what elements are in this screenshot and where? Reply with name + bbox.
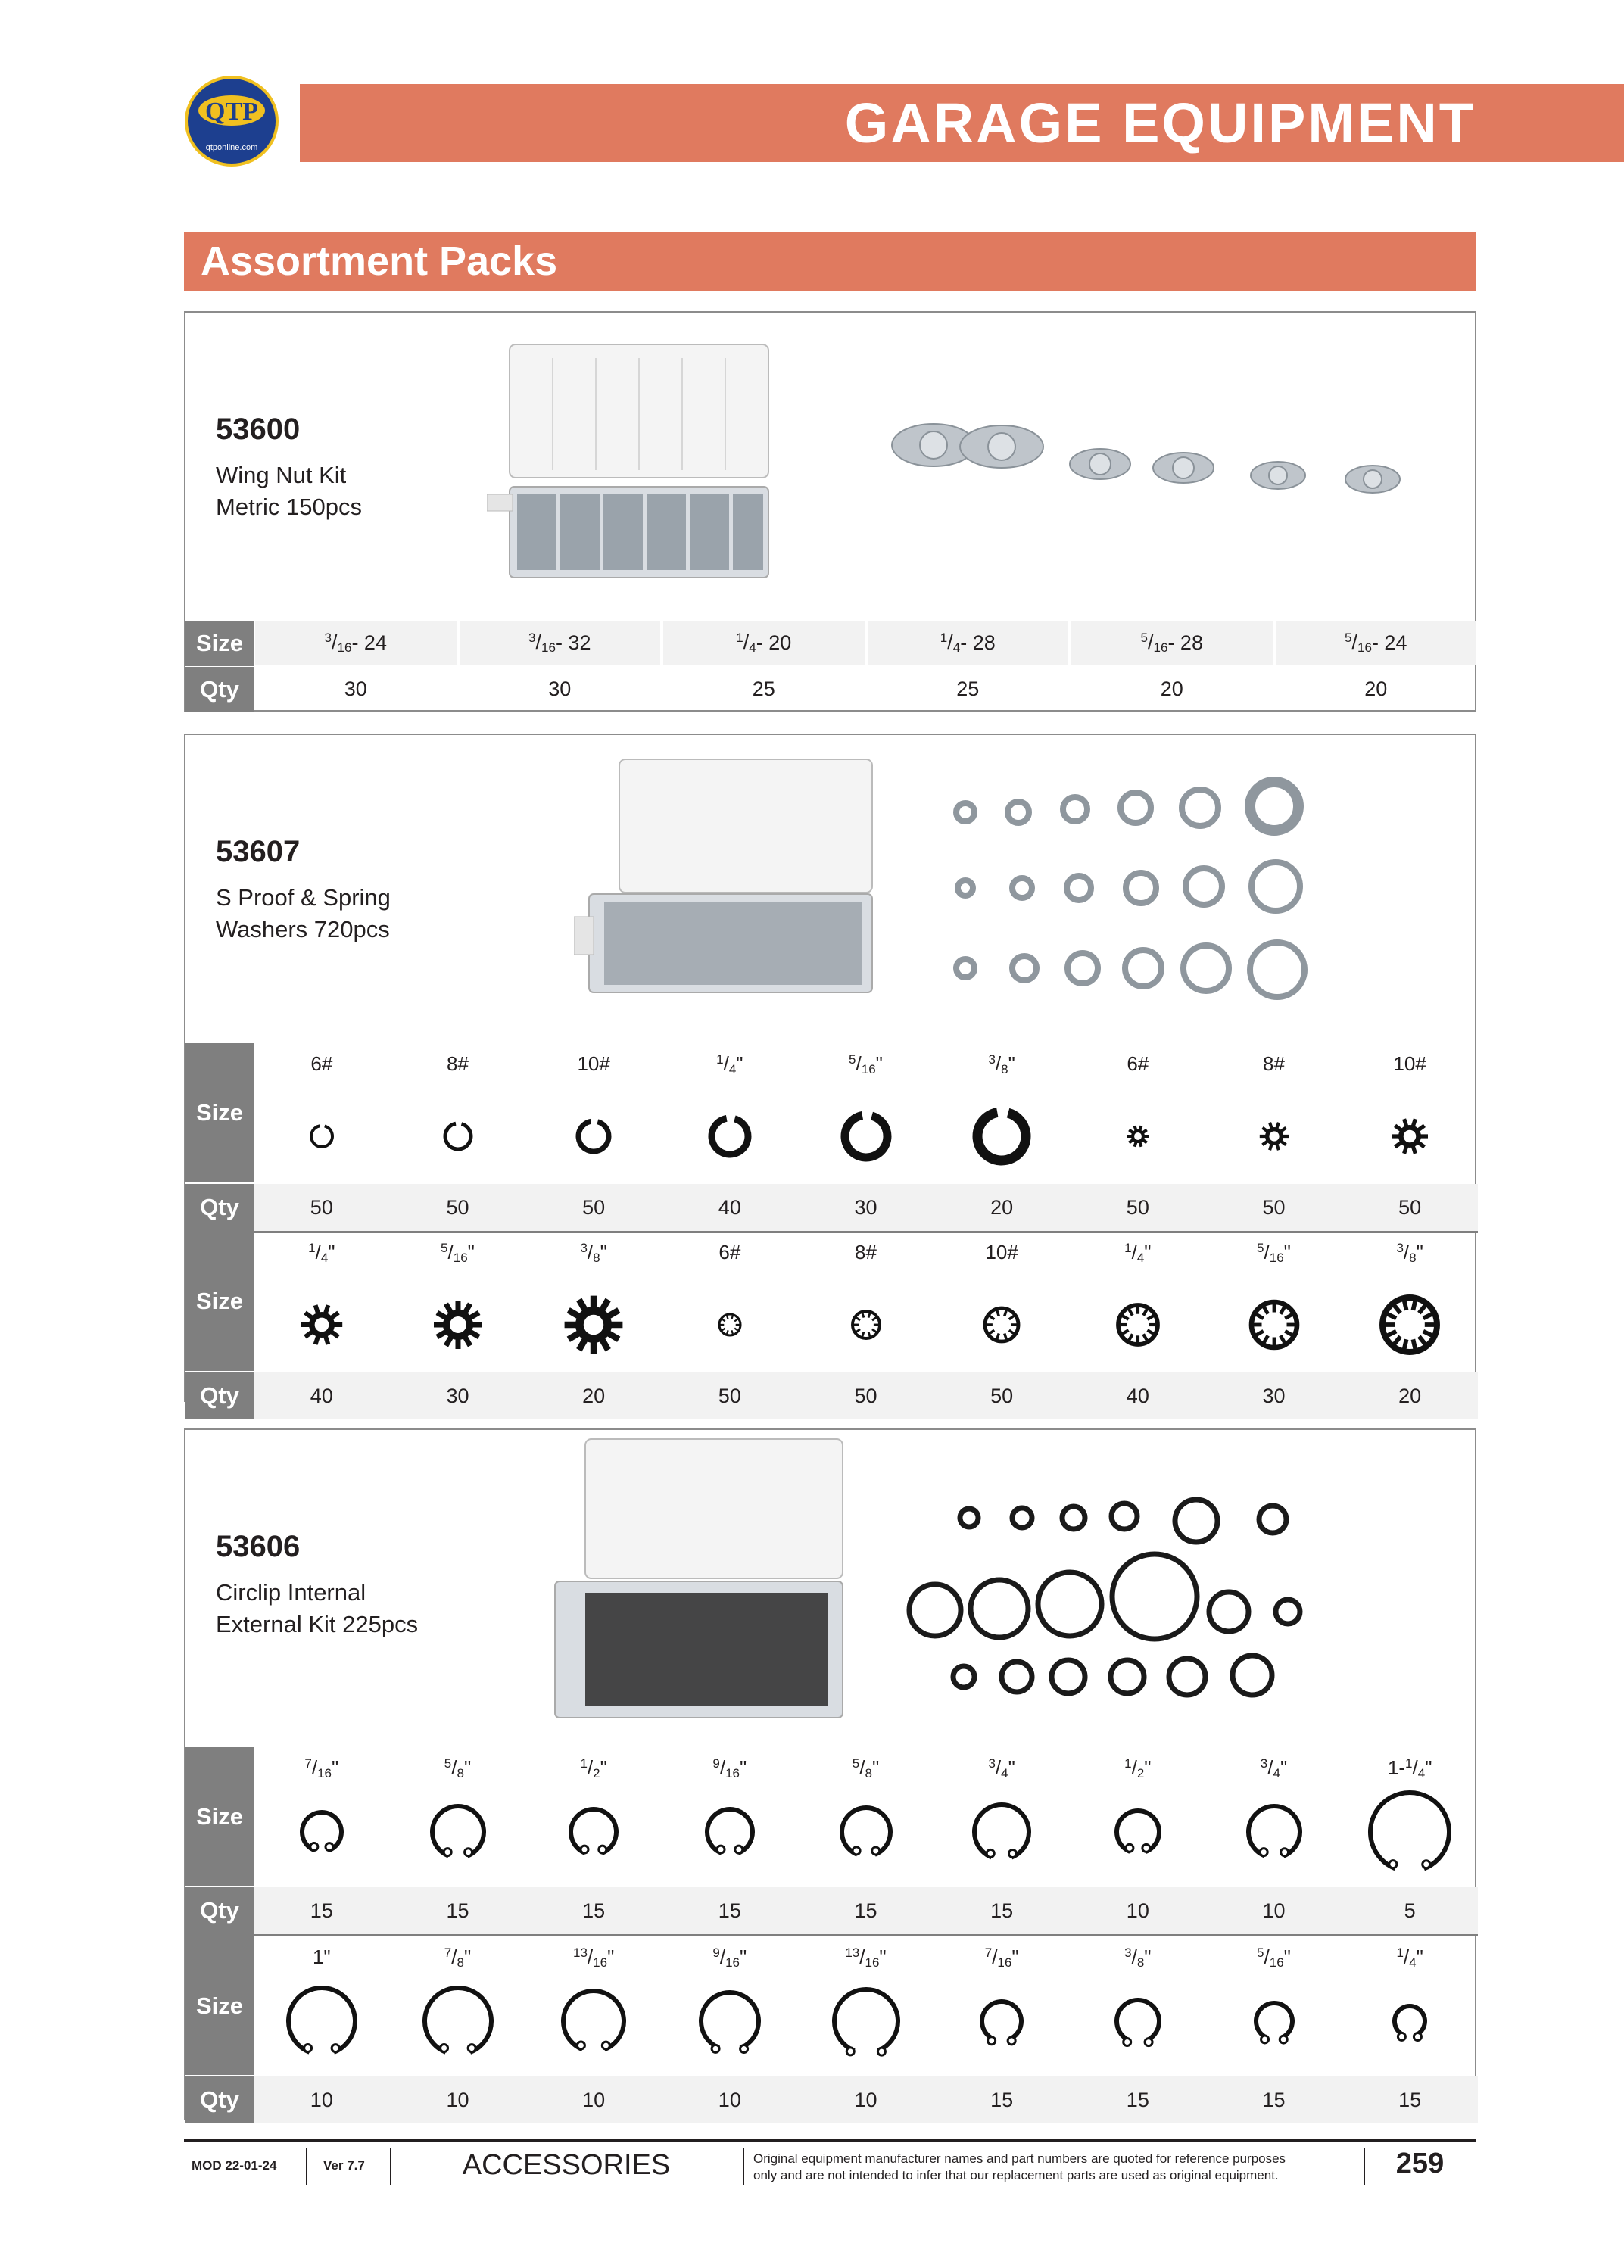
circlip-icon xyxy=(1361,1972,1459,2070)
wing-nut-box-image xyxy=(487,343,775,582)
circlip-icon xyxy=(1089,1972,1187,2070)
page-title: GARAGE EQUIPMENT xyxy=(844,92,1476,154)
size-label: Size xyxy=(185,1232,254,1371)
qty-label: Qty xyxy=(185,667,254,712)
product-code: 53606 xyxy=(216,1530,301,1563)
split-washer-icon xyxy=(416,1095,500,1178)
qty-cell: 50 xyxy=(990,1384,1014,1407)
circlip-icon xyxy=(681,1972,779,2070)
external-tooth-washer-icon xyxy=(1096,1095,1180,1178)
qty-cell: 15 xyxy=(582,1899,606,1922)
size-text: $^3/_8$" xyxy=(988,1052,1015,1076)
qtp-logo xyxy=(182,74,289,168)
qty-cell: 30 xyxy=(548,678,572,700)
qty-cell: 30 xyxy=(446,1384,469,1407)
size-text: $^3/_8$" xyxy=(1396,1241,1423,1265)
circlip-icon xyxy=(952,1972,1051,2070)
circlip-icon xyxy=(1089,1783,1187,1881)
size-text: $^9/_{16}$" xyxy=(712,1946,747,1970)
size-label: Size xyxy=(185,1747,254,1886)
qty-cell: 40 xyxy=(310,1384,333,1407)
footer-divider xyxy=(306,2148,307,2185)
circlip-icon xyxy=(952,1783,1051,1881)
size-text: $^3/_4$" xyxy=(1260,1756,1288,1780)
product-panel-53606 xyxy=(184,1428,1476,2120)
product-desc-line1: S Proof & Spring xyxy=(216,884,391,911)
qty-cell: 50 xyxy=(1126,1195,1149,1219)
product-desc-line1: Wing Nut Kit xyxy=(216,462,347,488)
external-tooth-washer-icon xyxy=(280,1283,363,1366)
external-tooth-washer-icon xyxy=(416,1283,500,1366)
size-text: 10# xyxy=(985,1241,1018,1263)
circlip-icon xyxy=(1361,1783,1459,1881)
split-washer-icon xyxy=(552,1095,635,1178)
circlip-icon xyxy=(544,1783,643,1881)
footer-disclaimer-line1: Original equipment manufacturer names and part numbers are quoted for reference purposes xyxy=(753,2151,1286,2166)
logo-url: qtponline.com xyxy=(205,143,258,152)
size-text: $^5/_{16}$" xyxy=(1257,1946,1291,1970)
qty-cell: 15 xyxy=(446,1899,469,1922)
footer-version: Ver 7.7 xyxy=(323,2158,365,2173)
size-text: $^3/_4$" xyxy=(988,1756,1015,1780)
qty-cell: 10 xyxy=(1262,1899,1286,1922)
internal-tooth-washer-icon xyxy=(1233,1283,1316,1366)
product-desc-line1: Circlip Internal xyxy=(216,1579,366,1606)
split-washer-icon xyxy=(280,1095,363,1178)
circlip-icon xyxy=(1225,1972,1323,2070)
qty-cell: 30 xyxy=(854,1195,877,1219)
washers-image xyxy=(927,765,1382,1008)
qty-cell: 10 xyxy=(1126,1899,1149,1922)
size-text: 6# xyxy=(1127,1052,1149,1075)
section-title: Assortment Packs xyxy=(184,232,1476,291)
footer-mod: MOD 22-01-24 xyxy=(192,2158,277,2173)
external-tooth-washer-icon xyxy=(552,1283,635,1366)
product-panel-53600 xyxy=(184,311,1476,712)
size-text: $^1/_2$" xyxy=(580,1756,607,1780)
block-divider xyxy=(185,1934,1478,1936)
qty-cell: 15 xyxy=(854,1899,877,1922)
circlips-image xyxy=(897,1453,1374,1718)
size-text: $^{13}/_{16}$" xyxy=(845,1946,887,1970)
split-washer-icon xyxy=(688,1095,771,1178)
size-text: 1" xyxy=(312,1946,331,1968)
size-text: 8# xyxy=(1263,1052,1285,1075)
size-text: 10# xyxy=(577,1052,610,1075)
qty-cell: 40 xyxy=(1126,1384,1149,1407)
size-text: 6# xyxy=(310,1052,333,1075)
qty-cell: 15 xyxy=(990,2088,1014,2111)
qty-cell: 40 xyxy=(718,1195,741,1219)
circlip-icon xyxy=(273,1783,371,1881)
logo-text: QTP xyxy=(205,98,258,126)
size-text: $^7/_{16}$" xyxy=(304,1756,339,1780)
size-label: Size xyxy=(185,1936,254,2075)
qty-label: Qty xyxy=(185,1184,254,1231)
size-text: 6# xyxy=(718,1241,741,1263)
qty-cell: 20 xyxy=(990,1195,1014,1219)
qty-cell: 10 xyxy=(582,2088,606,2111)
split-washer-icon xyxy=(960,1095,1043,1178)
size-text: $^1/_4$" xyxy=(1396,1946,1423,1970)
footer-category: ACCESSORIES xyxy=(462,2149,671,2181)
size-text: 8# xyxy=(447,1052,469,1075)
qty-cell: 30 xyxy=(344,678,367,700)
size-text: $^7/_{16}$" xyxy=(984,1946,1019,1970)
qty-label: Qty xyxy=(185,1372,254,1419)
qty-cell: 50 xyxy=(1262,1195,1286,1219)
circlip-icon xyxy=(273,1972,371,2070)
size-text: $^5/_{16}$" xyxy=(849,1052,883,1076)
qty-cell: 20 xyxy=(1398,1384,1422,1407)
circlip-icon xyxy=(544,1972,643,2070)
qty-cell: 15 xyxy=(1126,2088,1149,2111)
size-text: $^1/_4$" xyxy=(1124,1241,1152,1265)
wing-nuts-image xyxy=(881,385,1433,506)
block-divider xyxy=(185,1231,1478,1233)
circlip-icon xyxy=(817,1972,915,2070)
size-text: $^1/_2$" xyxy=(1124,1756,1152,1780)
size-label: Size xyxy=(185,1043,254,1182)
qty-cell: 10 xyxy=(854,2088,877,2111)
internal-tooth-washer-icon xyxy=(688,1283,771,1366)
size-text: $^3/_8$" xyxy=(1124,1946,1152,1970)
product-code: 53600 xyxy=(216,413,301,446)
size-text: $^5/_8$" xyxy=(444,1756,472,1780)
size-text: $^3/_8$" xyxy=(580,1241,607,1265)
circlip-icon xyxy=(409,1783,507,1881)
qty-label: Qty xyxy=(185,2076,254,2123)
internal-tooth-washer-icon xyxy=(1096,1283,1180,1366)
qty-cell: 5 xyxy=(1404,1899,1416,1922)
page-number: 259 xyxy=(1395,2148,1445,2179)
external-tooth-washer-icon xyxy=(1368,1095,1451,1178)
product-panel-53607 xyxy=(184,734,1476,1409)
size-cell: $^3/_{16}$ - 24 xyxy=(255,621,457,665)
size-text: 8# xyxy=(855,1241,877,1263)
internal-tooth-washer-icon xyxy=(1368,1283,1451,1366)
qty-cell: 15 xyxy=(310,1899,333,1922)
qty-cell: 20 xyxy=(1364,678,1388,700)
qty-cell: 50 xyxy=(854,1384,877,1407)
qty-cell: 15 xyxy=(990,1899,1014,1922)
circlip-icon xyxy=(1225,1783,1323,1881)
header-bar xyxy=(300,84,1624,162)
external-tooth-washer-icon xyxy=(1233,1095,1316,1178)
size-cell: $^1/_4$ - 20 xyxy=(663,621,865,665)
product-desc-line2: External Kit 225pcs xyxy=(216,1611,419,1637)
size-text: $1-^1/_4$" xyxy=(1387,1756,1432,1780)
product-desc-line2: Metric 150pcs xyxy=(216,494,362,520)
circlip-icon xyxy=(681,1783,779,1881)
circlip-box-image xyxy=(540,1438,850,1725)
size-text: $^5/_8$" xyxy=(852,1756,880,1780)
split-washer-icon xyxy=(824,1095,908,1178)
size-text: $^{13}/_{16}$" xyxy=(573,1946,615,1970)
internal-tooth-washer-icon xyxy=(960,1283,1043,1366)
qty-cell: 15 xyxy=(1262,2088,1286,2111)
qty-cell: 25 xyxy=(752,678,775,700)
washer-box-image xyxy=(574,758,877,1000)
qty-cell: 15 xyxy=(1398,2088,1422,2111)
size-text: $^5/_{16}$" xyxy=(1257,1241,1291,1265)
qty-cell: 20 xyxy=(1160,678,1183,700)
qty-cell: 50 xyxy=(446,1195,469,1219)
qty-cell: 15 xyxy=(718,1899,741,1922)
circlip-icon xyxy=(409,1972,507,2070)
size-cell: $^3/_{16}$ - 32 xyxy=(460,621,661,665)
qty-cell: 10 xyxy=(446,2088,469,2111)
qty-cell: 10 xyxy=(310,2088,333,2111)
footer xyxy=(184,2139,1476,2188)
qty-cell: 50 xyxy=(718,1384,741,1407)
internal-tooth-washer-icon xyxy=(824,1283,908,1366)
qty-cell: 20 xyxy=(582,1384,606,1407)
size-text: $^1/_4$" xyxy=(716,1052,743,1076)
qty-label: Qty xyxy=(185,1887,254,1934)
qty-cell: 30 xyxy=(1262,1384,1286,1407)
size-text: 10# xyxy=(1393,1052,1426,1075)
size-text: $^5/_{16}$" xyxy=(441,1241,475,1265)
size-cell: $^5/_{16}$ - 28 xyxy=(1071,621,1273,665)
qty-cell: 10 xyxy=(718,2088,741,2111)
size-cell: $^1/_4$ - 28 xyxy=(868,621,1069,665)
circlip-icon xyxy=(817,1783,915,1881)
footer-disclaimer xyxy=(753,2151,1286,2184)
footer-disclaimer-line2: only and are not intended to infer that our replacement parts are used as original equipment. xyxy=(753,2168,1279,2182)
footer-divider xyxy=(743,2148,744,2185)
qty-cell: 50 xyxy=(310,1195,333,1219)
size-text: $^1/_4$" xyxy=(308,1241,335,1265)
product-desc-line2: Washers 720pcs xyxy=(216,916,390,942)
qty-cell: 25 xyxy=(956,678,980,700)
size-text: $^9/_{16}$" xyxy=(712,1756,747,1780)
qty-cell: 50 xyxy=(582,1195,606,1219)
qty-cell: 50 xyxy=(1398,1195,1422,1219)
size-label: Size xyxy=(185,621,254,666)
size-text: $^7/_8$" xyxy=(444,1946,472,1970)
product-code: 53607 xyxy=(216,835,301,868)
size-cell: $^5/_{16}$ - 24 xyxy=(1276,621,1477,665)
